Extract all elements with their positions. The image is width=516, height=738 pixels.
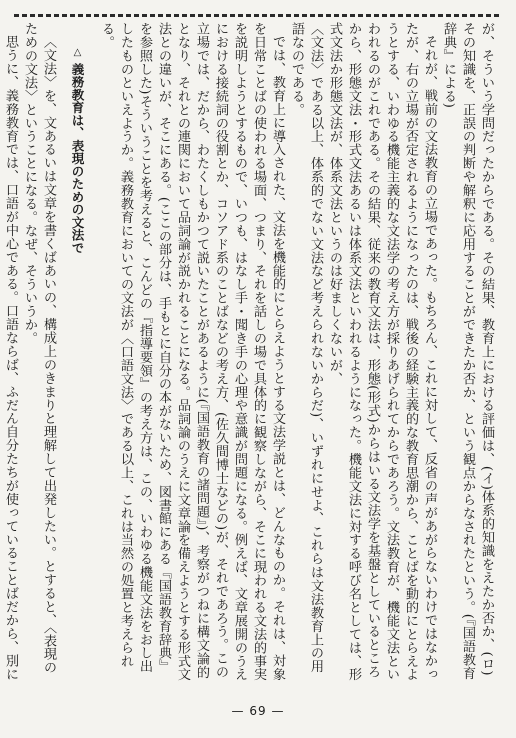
paragraph-6: 思うに、義務教育では、口語が中心である。口語ならば、ふだん自分たちが使っていることばだから、別に bbox=[3, 35, 18, 681]
section-heading bbox=[68, 22, 87, 682]
triangle-icon: △ bbox=[72, 47, 83, 59]
paragraph-1: が、そういう学問だったからである。その結果、教育上における評価は、(イ)体系的知識をえたか否か、(ロ)その知識を、正誤の判断や解釈に応用することができたか否か、という観点からなされたという。(『国語教育辞典』による) bbox=[441, 22, 494, 680]
paragraph-2: それが、戦前の文法教育の立場であった。もちろん、これに対して、反省の声があがらないわけではなかったが、右の立場が否定されるようになったのは、戦後の経験主義的な教育思潮から、ことばを動的にとらえようとする、いわゆる機能主義的な文法学の考え方が採りあげられてからであろう。文法教育が、機能文法といわれるのがこれである。その結果、従来の教育文法は、形態(形式)からはいる文法学を基盤としているところから、形態文法・形式文法あるいは体系文法といわれるようになった。機能文法に対する呼び名としては、形式文法か形態文法が、体系文法というのは好ましくないが、 bbox=[327, 22, 437, 682]
paragraph-4: では、教育上に導入された、文法を機能的にとらえようとする文法学説とは、どんなものか。それは、対象を日常ことばの使われる場面、つまり、それを話しの場で具体的に観察しながら、そこに現われる文法的事実を説明しようとするもので、いつも、はなし手・聞き手の心理や意識が問題になる。例えば、文章展開のうえにおける接続詞の役割とか、コソアド系のことばなどの考え方、(佐久間博士などの)が、それであろう。この立場では、だから、わたくしもかつて説いたことがあるように(『国語教育の諸問題』)、考察がつねに構文論的となり、それとの連関において品詞論が説かれることになる。品詞論のうえに文章論を備えようとする形式文法との違いが、そこにある。(ここの部分は、手もとに自分の本がないため、図書館にある『国語教育辞典』を参照した)そういうことを考えると、こんどの『指導要領』の考え方は、この、いわゆる機能文法をおし出したものといえようか。義務教育においての文法が〈口語文法〉である以上、これは当然の処置と考えられる。 bbox=[99, 22, 285, 682]
section-heading-text: 義務教育は、表現のための文法で bbox=[70, 62, 85, 255]
paragraph-3: 〈文法〉である以上、体系的でない文法など考えられないからだ)、いずれにせよ、これらは文法教育上の用語なのである。 bbox=[289, 22, 323, 673]
page-border bbox=[14, 14, 502, 17]
paragraph-5: 〈文法〉を、文あるいは文章を書くばあいの、構成上のきまりと理解して出発したい。とすると、〈表現のための文法〉ということになる。なぜ、そういうか。 bbox=[22, 22, 56, 675]
page-body bbox=[3, 22, 496, 682]
page-number: — 69 — bbox=[231, 704, 285, 718]
